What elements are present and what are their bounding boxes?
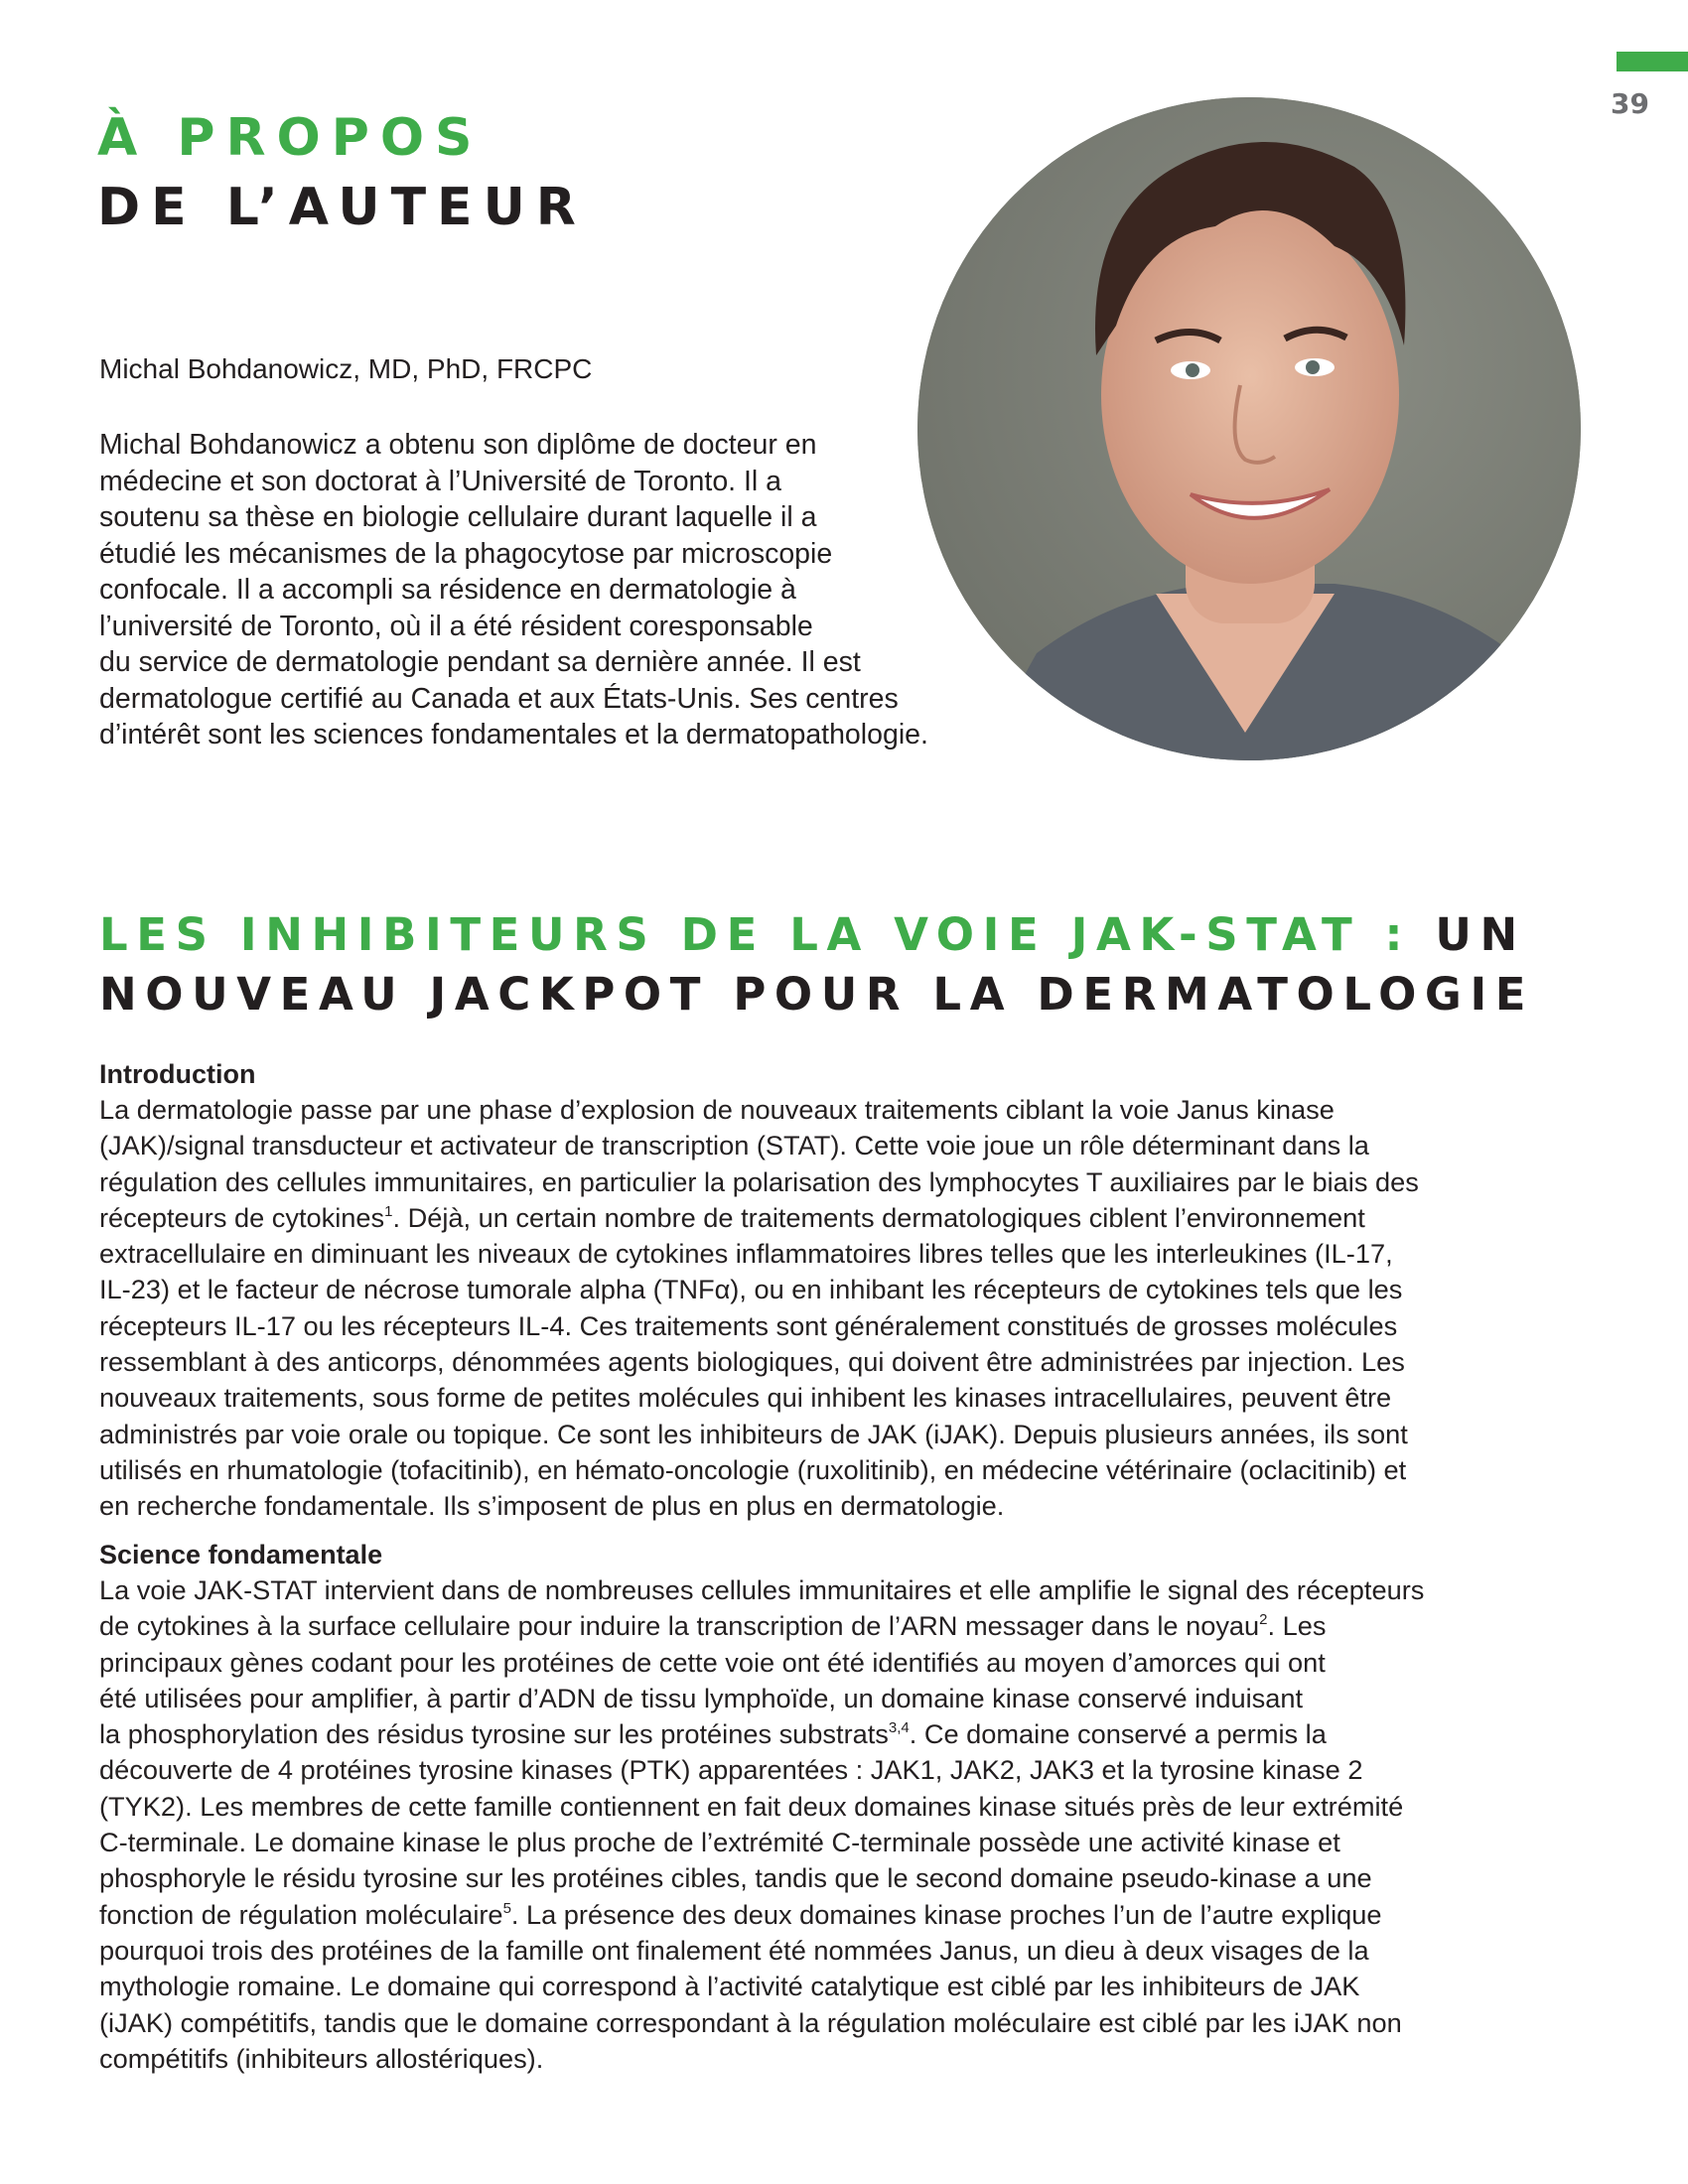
author-name: Michal Bohdanowicz	[99, 353, 353, 384]
bio-line: dermatologue certifié au Canada et aux États-Unis. Ses centres	[99, 682, 899, 715]
paragraph-line: pourquoi trois des protéines de la famille ont finalement été nommées Janus, un dieu à deux visages de la	[99, 1934, 1369, 1966]
reference-superscript: 2	[1259, 1611, 1268, 1629]
paragraph-line: extracellulaire en diminuant les niveaux de cytokines inflammatoires libres telles que les interleukines (IL-17,	[99, 1238, 1393, 1270]
paragraph-line: fonction de régulation moléculaire$^5$. La présence des deux domaines kinase proches l’un de l’autre explique	[99, 1898, 1382, 1930]
paragraph-line: régulation des cellules immunitaires, en particulier la polarisation des lymphocytes T auxiliaires par le biais des	[99, 1165, 1419, 1197]
bio-line: l’université de Toronto, où il a été résident coresponsable	[99, 610, 813, 642]
paragraph-line: (iJAK) compétitifs, tandis que le domaine correspondant à la régulation moléculaire est ciblé par les iJAK non	[99, 2006, 1402, 2038]
author-portrait	[917, 97, 1581, 760]
paragraph-line: en recherche fondamentale. Ils s’imposent de plus en plus en dermatologie.	[99, 1490, 1005, 1522]
bio-line: confocale. Il a accompli sa résidence en dermatologie à	[99, 574, 796, 606]
paragraph-line: été utilisées pour amplifier, à partir d’ADN de tissu lymphoïde, un domaine kinase conservé induisant	[99, 1682, 1303, 1713]
paragraph-line: IL-23) et le facteur de nécrose tumorale alpha (TNFα), ou en inhibant les récepteurs de cytokines tels que les	[99, 1274, 1403, 1305]
author-bio	[99, 427, 1013, 753]
section-body	[99, 1092, 1599, 1525]
reference-superscript: 5	[502, 1899, 511, 1917]
section-heading: Science fondamentale	[99, 1540, 383, 1570]
author-byline	[99, 353, 592, 385]
paragraph-line: (JAK)/signal transducteur et activateur de transcription (STAT). Cette voie joue un rôle déterminant dans la	[99, 1130, 1369, 1161]
paragraph-line: (TYK2). Les membres de cette famille contiennent en fait deux domaines kinase situés près de leur extrémité	[99, 1790, 1404, 1822]
paragraph-line: nouveaux traitements, sous forme de petites molécules qui inhibent les kinases intracellulaires, peuvent être	[99, 1382, 1392, 1414]
reference-superscript: 3,4	[888, 1719, 910, 1737]
right-iris	[1306, 360, 1320, 374]
paragraph-line: récepteurs IL-17 ou les récepteurs IL-4. Ces traitements sont généralement constitués de grosses molécules	[99, 1309, 1398, 1341]
left-iris	[1186, 363, 1199, 377]
paragraph-line: ressemblant à des anticorps, dénommées agents biologiques, qui doivent être administrées par injection. Les	[99, 1346, 1405, 1378]
bio-line: du service de dermatologie pendant sa dernière année. Il est	[99, 646, 861, 678]
bio-line: étudié les mécanismes de la phagocytose par microscopie	[99, 537, 833, 570]
paragraph-line: principaux gènes codant pour les protéines de cette voie ont été identifiés au moyen d’amorces qui ont	[99, 1646, 1326, 1678]
about-title-line2: DE L’AUTEUR	[97, 178, 587, 237]
reference-superscript: 1	[384, 1202, 393, 1220]
bio-line: soutenu sa thèse en biologie cellulaire durant laquelle il a	[99, 501, 817, 533]
article-title-line2: NOUVEAU JACKPOT POUR LA DERMATOLOGIE	[99, 968, 1535, 1021]
paragraph-line: C-terminale. Le domaine kinase le plus proche de l’extrémité C-terminale possède une activité kinase et	[99, 1827, 1340, 1858]
page-number: 39	[1611, 87, 1649, 120]
paragraph-line: utilisés en rhumatologie (tofacitinib), en hémato-oncologie (ruxolitinib), en médecine vétérinaire (oclacitinib) et	[99, 1453, 1407, 1485]
paragraph-line: la phosphorylation des résidus tyrosine sur les protéines substrats$^{3,4}$. Ce domaine conservé a permis la	[99, 1718, 1327, 1750]
section-introduction	[99, 1056, 1599, 1525]
about-author-heading	[97, 103, 587, 242]
paragraph-line: La dermatologie passe par une phase d’explosion de nouveaux traitements ciblant la voie Janus kinase	[99, 1094, 1335, 1125]
bio-line: Michal Bohdanowicz a obtenu son diplôme de docteur en	[99, 429, 817, 461]
paragraph-line: administrés par voie orale ou topique. Ce sont les inhibiteurs de JAK (iJAK). Depuis plusieurs années, ils sont	[99, 1418, 1408, 1449]
portrait-illustration	[917, 97, 1581, 760]
paragraph-line: mythologie romaine. Le domaine qui correspond à l’activité catalytique est ciblé par les inhibiteurs de JAK	[99, 1971, 1360, 2002]
section-science-fondamentale	[99, 1537, 1599, 2077]
paragraph-line: La voie JAK-STAT intervient dans de nombreuses cellules immunitaires et elle amplifie le signal des récepteurs	[99, 1574, 1425, 1605]
page-tab-marker	[1617, 52, 1688, 71]
paragraph-line: compétitifs (inhibiteurs allostériques).	[99, 2042, 544, 2074]
bio-line: d’intérêt sont les sciences fondamentales et la dermatopathologie.	[99, 719, 928, 751]
article-title	[99, 905, 1534, 1024]
bio-line: médecine et son doctorat à l’Université de Toronto. Il a	[99, 465, 782, 497]
paragraph-line: phosphoryle le résidu tyrosine sur les protéines cibles, tandis que le second domaine pseudo-kinase a une	[99, 1862, 1372, 1894]
section-body	[99, 1572, 1599, 2077]
paragraph-line: récepteurs de cytokines$^1$. Déjà, un certain nombre de traitements dermatologiques ciblent l’environnement	[99, 1201, 1365, 1233]
paragraph-line: découverte de 4 protéines tyrosine kinases (PTK) apparentées : JAK1, JAK2, JAK3 et la tyrosine kinase 2	[99, 1754, 1363, 1786]
article-title-dark-part: UN	[1435, 908, 1526, 961]
section-heading: Introduction	[99, 1059, 256, 1089]
paragraph-line: de cytokines à la surface cellulaire pour induire la transcription de l’ARN messager dans le noyau$^2$. Les	[99, 1610, 1327, 1642]
author-credentials: , MD, PhD, FRCPC	[352, 353, 593, 384]
article-title-green: LES INHIBITEURS DE LA VOIE JAK-STAT :	[99, 908, 1436, 961]
about-title-line1: À PROPOS	[97, 108, 484, 168]
